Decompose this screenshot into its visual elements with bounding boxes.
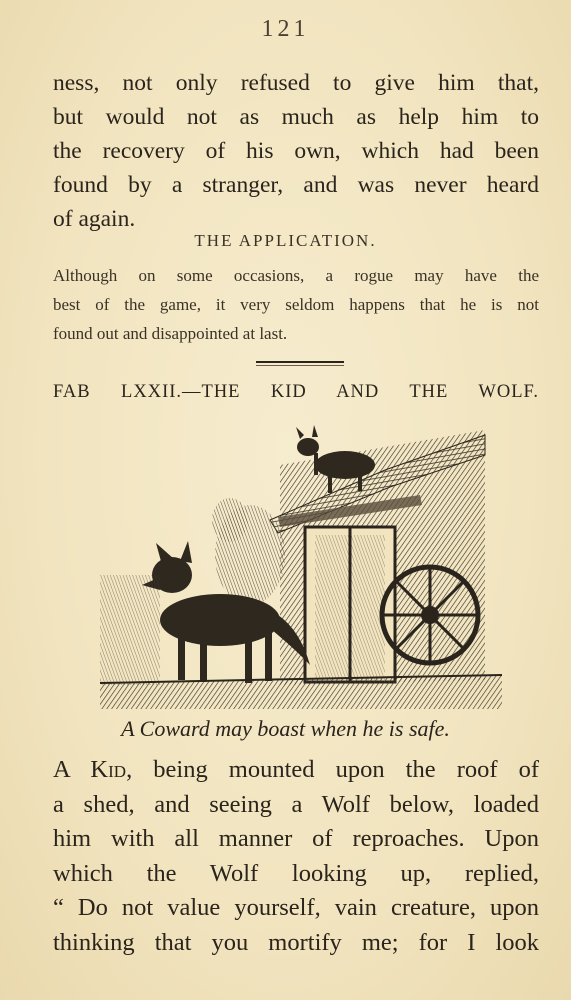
text-line [53, 753, 539, 788]
fable-opening-word: A Kid [53, 756, 127, 783]
previous-fable-ending [53, 66, 539, 236]
fable-title: FAB LXXII.—THE KID AND THE WOLF. [53, 382, 539, 402]
text-line: best of the game, it very seldom happens that he is not [53, 295, 539, 314]
divider-rule [256, 361, 344, 363]
fable-text [53, 753, 539, 960]
text-line: him with all manner of reproaches. Upon [53, 825, 539, 852]
text-line: which the Wolf looking up, replied, [53, 859, 539, 887]
text-line: found by a stranger, and was never heard [53, 172, 539, 198]
text-line: but would not as much as help him to [53, 104, 539, 130]
text-line: of again. [53, 206, 136, 232]
text-line: the recovery of his own, which had been [53, 138, 539, 164]
text-line: found out and disappointed at last. [53, 324, 288, 343]
page-number: 121 [261, 16, 310, 42]
divider-rule [256, 365, 344, 366]
text-line: “ Do not value yourself, vain creature, upon [53, 894, 539, 921]
text-fragment: , being mounted upon the roof of [126, 756, 539, 783]
application-heading: THE APPLICATION. [194, 231, 377, 250]
application-text [53, 261, 539, 348]
text-line: Although on some occasions, a rogue may have the [53, 266, 539, 285]
woodcut-illustration [100, 425, 502, 709]
illustration-caption: A Coward may boast when he is safe. [121, 716, 450, 741]
text-line: ness, not only refused to give him that, [53, 70, 539, 96]
text-line: a shed, and seeing a Wolf below, loaded [53, 790, 539, 818]
text-line: thinking that you mortify me; for I look [53, 928, 539, 956]
